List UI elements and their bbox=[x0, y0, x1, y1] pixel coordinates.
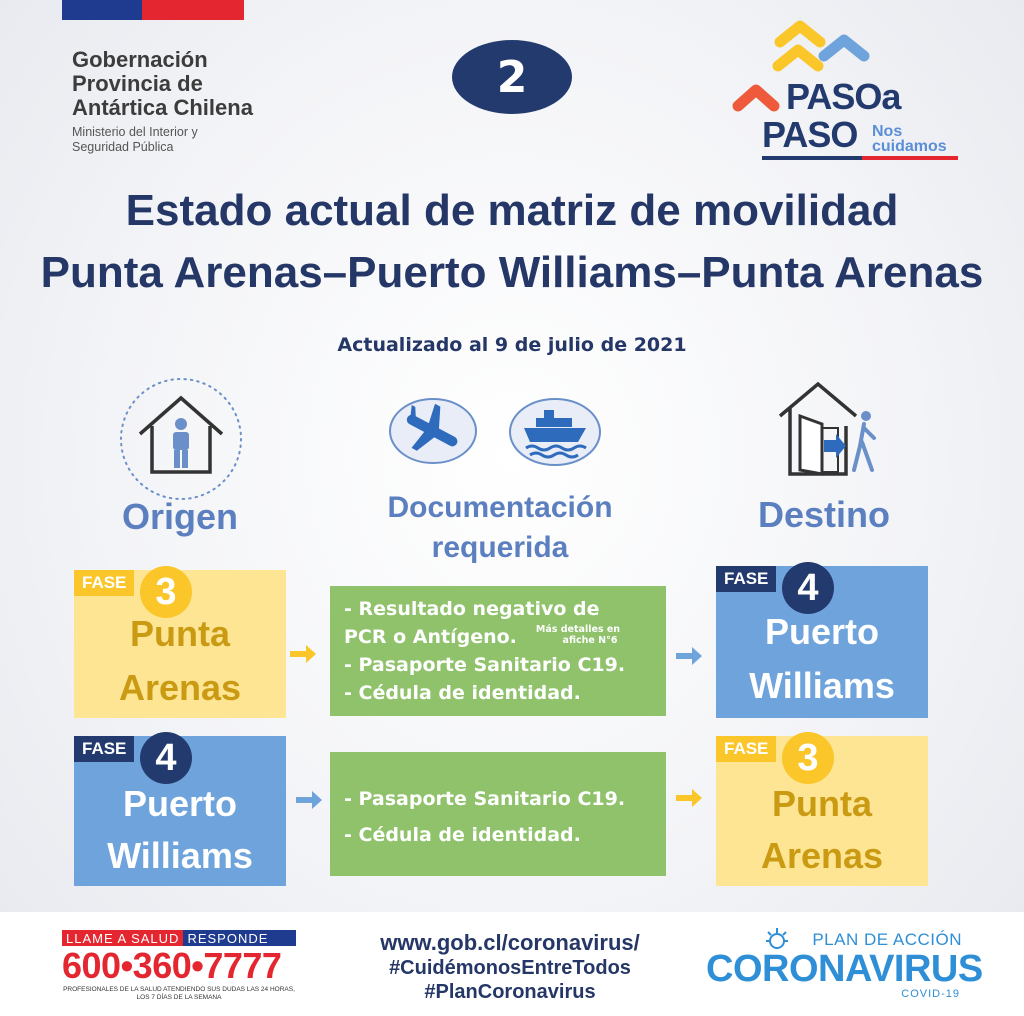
arrow-right-icon bbox=[676, 646, 702, 666]
gobernacion-line: Gobernación bbox=[72, 47, 208, 72]
salud-responde bbox=[62, 930, 296, 1002]
gobernacion-line: Provincia de bbox=[72, 71, 203, 96]
documentacion-label bbox=[330, 488, 670, 568]
ministerio-line: Seguridad Pública bbox=[72, 140, 174, 154]
documentacion-line: Documentación bbox=[387, 491, 613, 524]
fase-tag: FASE bbox=[716, 566, 776, 592]
destination-place-line: Williams bbox=[749, 665, 895, 706]
doc-note-line: afiche N°6 bbox=[562, 635, 618, 646]
doc-line: - Cédula de identidad. bbox=[344, 824, 581, 846]
phone-number[interactable]: 600•360•7777 bbox=[62, 945, 282, 986]
hashtag-cuidemonos: #CuidémonosEntreTodos bbox=[389, 957, 631, 979]
gobernacion-line: Antártica Chilena bbox=[72, 95, 253, 120]
salud-responde-bar bbox=[62, 930, 296, 946]
poster-number: 2 bbox=[452, 40, 572, 114]
route2-origin-box bbox=[74, 736, 286, 886]
phone-sub bbox=[62, 986, 296, 1002]
gob-url-link[interactable]: www.gob.cl/coronavirus/ bbox=[380, 930, 640, 955]
origin-place-line: Puerto bbox=[122, 783, 237, 824]
paso-text-2: PASO bbox=[762, 114, 858, 155]
doc-note bbox=[530, 624, 626, 646]
updated-date: Actualizado al 9 de julio de 2021 bbox=[337, 334, 687, 356]
doc-line: - Resultado negativo de bbox=[344, 598, 600, 620]
main-title-line-2: Punta Arenas–Puerto Williams–Punta Arenas bbox=[40, 248, 984, 297]
house-person-icon bbox=[118, 376, 244, 502]
paso-text-1: PASOa bbox=[786, 76, 901, 117]
fase-number: 3 bbox=[782, 732, 834, 784]
paso-underline bbox=[762, 156, 958, 160]
gobernacion-logo bbox=[72, 48, 253, 155]
airplane-icon bbox=[388, 396, 478, 466]
origen-label: Origen bbox=[121, 496, 238, 537]
fase-tag: FASE bbox=[74, 570, 134, 596]
plan-de-accion-text: PLAN DE ACCIÓN bbox=[812, 930, 962, 949]
doc-note-line: Más detalles en bbox=[535, 624, 621, 635]
route1-docs-box bbox=[330, 586, 666, 716]
cuidamos-text: cuidamos bbox=[872, 138, 947, 155]
destination-place-line: Puerto bbox=[764, 611, 879, 652]
phone-sub-line: PROFESIONALES DE LA SALUD ATENDIENDO SUS DUDAS LAS 24 HORAS, bbox=[63, 986, 295, 993]
doc-line: - Cédula de identidad. bbox=[344, 682, 581, 704]
route2-destination-box bbox=[716, 736, 928, 886]
fase-tag: FASE bbox=[74, 736, 134, 762]
phone-sub-line: LOS 7 DÍAS DE LA SEMANA bbox=[136, 994, 222, 1001]
destination-place-line: Arenas bbox=[760, 835, 884, 876]
main-title-line-1: Estado actual de matriz de movilidad bbox=[125, 186, 899, 235]
fase-number: 4 bbox=[140, 732, 192, 784]
plan-coronavirus-logo bbox=[706, 930, 983, 1000]
paso-a-paso-logo bbox=[730, 14, 970, 164]
hashtag-plan: #PlanCoronavirus bbox=[424, 981, 596, 1003]
responde-text: RESPONDE bbox=[183, 930, 296, 946]
nos-cuidamos bbox=[872, 124, 947, 154]
arrow-right-icon bbox=[296, 790, 322, 810]
nos-text: Nos bbox=[872, 123, 903, 140]
requerida-line: requerida bbox=[431, 531, 569, 564]
llame-text: LLAME A SALUD bbox=[62, 930, 183, 946]
flag-bar bbox=[62, 0, 244, 20]
arrow-right-icon bbox=[676, 788, 702, 808]
doc-line: PCR o Antígeno. bbox=[344, 626, 517, 648]
destination-place-line: Punta bbox=[771, 783, 872, 824]
doc-line: - Pasaporte Sanitario C19. bbox=[344, 788, 626, 810]
covid-text: COVID-19 bbox=[901, 988, 960, 1000]
fase-tag: FASE bbox=[716, 736, 776, 762]
coronavirus-text: CORONAVIRUS bbox=[706, 948, 983, 990]
footer-links bbox=[340, 930, 680, 1004]
door-exit-icon bbox=[776, 376, 886, 480]
doc-line: - Pasaporte Sanitario C19. bbox=[344, 654, 626, 676]
route1-destination-box bbox=[716, 566, 928, 718]
route1-origin-box bbox=[74, 570, 286, 718]
ministerio-line: Ministerio del Interior y bbox=[72, 125, 198, 139]
origin-place-line: Arenas bbox=[118, 667, 242, 708]
destino-label: Destino bbox=[757, 494, 890, 535]
fase-number: 3 bbox=[140, 566, 192, 618]
fase-number: 4 bbox=[782, 562, 834, 614]
ship-icon bbox=[508, 396, 602, 468]
route2-docs-box bbox=[330, 752, 666, 876]
arrow-right-icon bbox=[290, 644, 316, 664]
origin-place-line: Williams bbox=[107, 835, 253, 876]
origin-place-line: Punta bbox=[129, 613, 230, 654]
